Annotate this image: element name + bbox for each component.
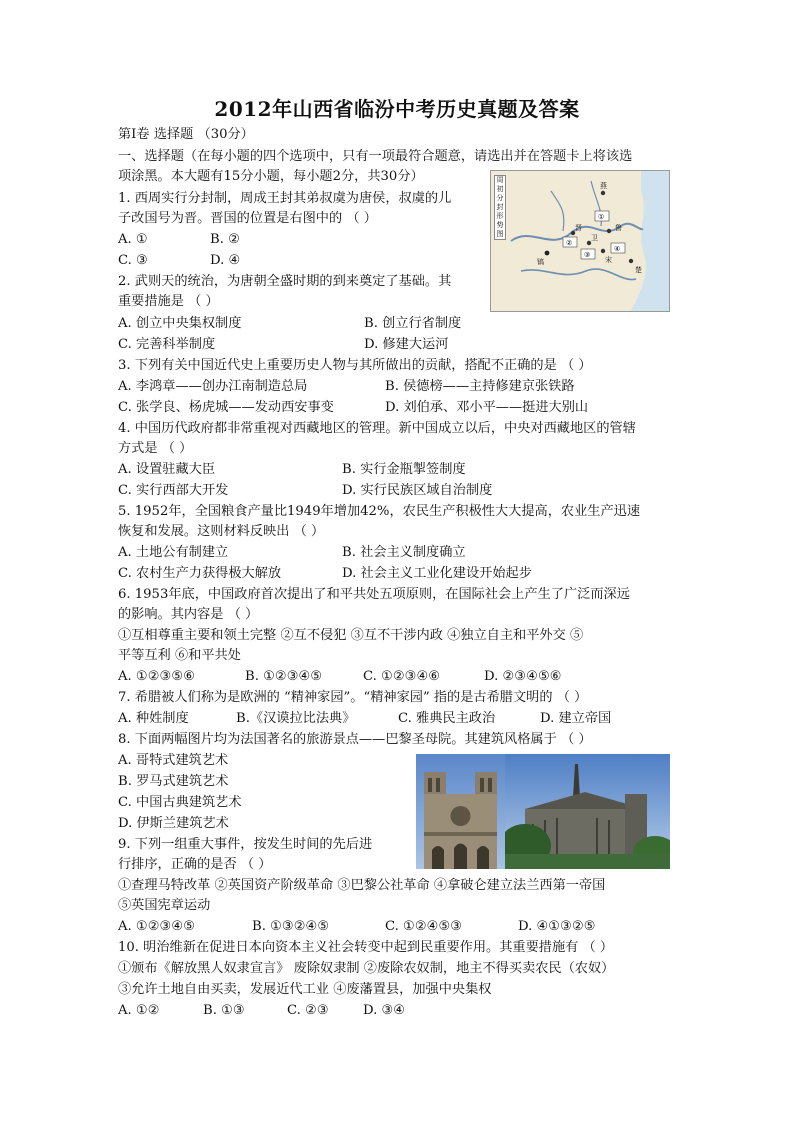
instruction-line-2: 项涂黑。本大题有15分小题，每小题2分，共30分）	[118, 169, 424, 184]
q6-option-c: C. ①②③④⑥	[363, 669, 441, 684]
q1-option-c: C. ③	[118, 253, 148, 268]
notre-dame-front-photo	[416, 754, 505, 869]
q3-option-a: A. 李鸿章——创办江南制造总局	[118, 379, 308, 394]
q6-option-a: A. ①②③⑤⑥	[118, 669, 196, 684]
map-label-yan: 燕	[600, 182, 607, 190]
q8-option-c: C. 中国古典建筑艺术	[118, 795, 242, 810]
q7-option-c: C. 雅典民主政治	[398, 711, 496, 726]
q7-option-d: D. 建立帝国	[540, 711, 612, 726]
q10-option-a: A. ①②	[118, 1003, 160, 1018]
q9-option-a: A. ①②③④⑤	[118, 919, 196, 934]
q6-option-d: D. ②③④⑤⑥	[484, 669, 562, 684]
svg-text:①: ①	[598, 213, 605, 221]
q2-option-d: D. 修建大运河	[364, 337, 449, 352]
map-caption: 周初分封形势图	[494, 175, 506, 240]
map-label-jin: 晋	[575, 224, 582, 232]
q10-stem-line-2: ①颁布《解放黑人奴隶宣言》 废除奴隶制 ②废除农奴制，地主不得买卖农民（农奴）	[118, 961, 615, 976]
q8-option-a: A. 哥特式建筑艺术	[118, 753, 229, 768]
q4-option-d: D. 实行民族区域自治制度	[342, 483, 493, 498]
q9-option-b: B. ①③②④⑤	[252, 919, 330, 934]
map-label-lu: 鲁	[615, 224, 622, 232]
map-label-wei: 卫	[591, 234, 598, 242]
q7-option-b: B.《汉谟拉比法典》	[236, 711, 356, 726]
q8-stem-line-1: 8. 下面两幅图片均为法国著名的旅游景点——巴黎圣母院。其建筑风格属于 （ ）	[118, 732, 592, 747]
q4-option-a: A. 设置驻藏大臣	[118, 462, 216, 477]
q2-option-c: C. 完善科举制度	[118, 337, 216, 352]
q1-option-a: A. ①	[118, 232, 148, 247]
map-label-chu: 楚	[635, 266, 642, 274]
q6-option-b: B. ①②③④⑤	[245, 669, 323, 684]
q1-stem-line-2: 子改国号为晋。晋国的位置是右图中的 （ ）	[118, 211, 377, 226]
q5-option-c: C. 农村生产力获得极大解放	[118, 566, 282, 581]
q9-stem-line-2: 行排序，正确的是否 （ ）	[118, 857, 272, 872]
q9-stem-line-1: 9. 下列一组重大事件，按发生时间的先后进	[118, 837, 373, 852]
q6-stem-line-2: 的影响。其内容是 （ ）	[118, 607, 259, 622]
q8-option-d: D. 伊斯兰建筑艺术	[118, 816, 229, 831]
q5-stem-line-1: 5. 1952年，全国粮食产量比1949年增加42%，农民生产积极性大大提高，农业生产迅速	[118, 504, 641, 519]
instruction-line-1: 一、选择题（在每小题的四个选项中，只有一项最符合题意，请选出并在答题卡上将该选	[118, 149, 633, 164]
q9-option-c: C. ①②④⑤③	[385, 919, 463, 934]
svg-text:②: ②	[566, 239, 573, 247]
svg-text:③: ③	[584, 251, 591, 259]
q7-stem-line-1: 7. 希腊被人们称为是欧洲的 “精神家园”。“精神家园” 指的是古希腊文明的 （ ）	[118, 690, 588, 705]
q5-option-b: B. 社会主义制度确立	[342, 545, 466, 560]
map-illustration	[491, 171, 669, 311]
q5-stem-line-2: 恢复和发展。这则材料反映出 （ ）	[118, 524, 325, 539]
q9-option-d: D. ④①③②⑤	[518, 919, 596, 934]
q10-stem-line-1: 10. 明治维新在促进日本向资本主义社会转变中起到民重要作用。其重要措施有 （ ）	[118, 940, 614, 955]
q1-stem-line-1: 1. 西周实行分封制，周成王封其弟叔虞为唐侯，叔虞的儿	[118, 191, 452, 206]
q4-option-b: B. 实行金瓶掣签制度	[342, 462, 466, 477]
q4-stem-line-2: 方式是 （ ）	[118, 441, 193, 456]
q6-stem-line-3: ①互相尊重主要和领土完整 ②互不侵犯 ③互不干涉内政 ④独立自主和平外交 ⑤	[118, 628, 584, 643]
q2-stem-line-1: 2. 武则天的统治，为唐朝全盛时期的到来奠定了基础。其	[118, 274, 452, 289]
q9-stem-line-3: ①查理马特改革 ②英国资产阶级革命 ③巴黎公社革命 ④拿破仑建立法兰西第一帝国	[118, 878, 606, 893]
q4-stem-line-1: 4. 中国历代政府都非常重视对西藏地区的管理。新中国成立以后，中央对西藏地区的管辖	[118, 421, 636, 436]
q1-option-b: B. ②	[210, 232, 240, 247]
q3-option-d: D. 刘伯承、邓小平——挺进大别山	[385, 400, 589, 415]
q8-option-b: B. 罗马式建筑艺术	[118, 774, 229, 789]
q2-option-a: A. 创立中央集权制度	[118, 316, 242, 331]
page-title: 2012年山西省临汾中考历史真题及答案	[214, 97, 580, 121]
q10-stem-line-3: ③允许土地自由买卖，发展近代工业 ④废藩置县，加强中央集权	[118, 982, 492, 997]
q2-option-b: B. 创立行省制度	[364, 316, 462, 331]
map-label-hao: 镐	[537, 258, 544, 266]
q10-option-b: B. ①③	[203, 1003, 245, 1018]
q4-option-c: C. 实行西部大开发	[118, 483, 229, 498]
q6-stem-line-1: 6. 1953年底，中国政府首次提出了和平共处五项原则，在国际社会上产生了广泛而深远	[118, 587, 630, 602]
q3-option-c: C. 张学良、杨虎城——发动西安事变	[118, 400, 334, 415]
q5-option-a: A. 土地公有制建立	[118, 545, 229, 560]
q10-option-d: D. ③④	[363, 1003, 406, 1018]
q3-option-b: B. 侯德榜——主持修建京张铁路	[385, 379, 575, 394]
svg-text:④: ④	[614, 245, 621, 253]
map-label-song: 宋	[605, 256, 612, 264]
q5-option-d: D. 社会主义工业化建设开始起步	[342, 566, 532, 581]
q9-stem-line-4: ⑤英国宪章运动	[118, 898, 211, 913]
q3-stem-line-1: 3. 下列有关中国近代史上重要历史人物与其所做出的贡献，搭配不正确的是 （ ）	[118, 358, 592, 373]
q2-stem-line-2: 重要措施是 （ ）	[118, 294, 219, 309]
q1-option-d: D. ④	[210, 253, 241, 268]
q10-option-c: C. ②③	[287, 1003, 329, 1018]
notre-dame-side-photo	[505, 754, 670, 869]
section-heading: 第Ⅰ卷 选择题 （30分）	[118, 127, 254, 142]
zhou-fief-map	[490, 170, 670, 312]
q7-option-a: A. 种姓制度	[118, 711, 189, 726]
q6-stem-line-4: 平等互利 ⑥和平共处	[118, 648, 241, 663]
